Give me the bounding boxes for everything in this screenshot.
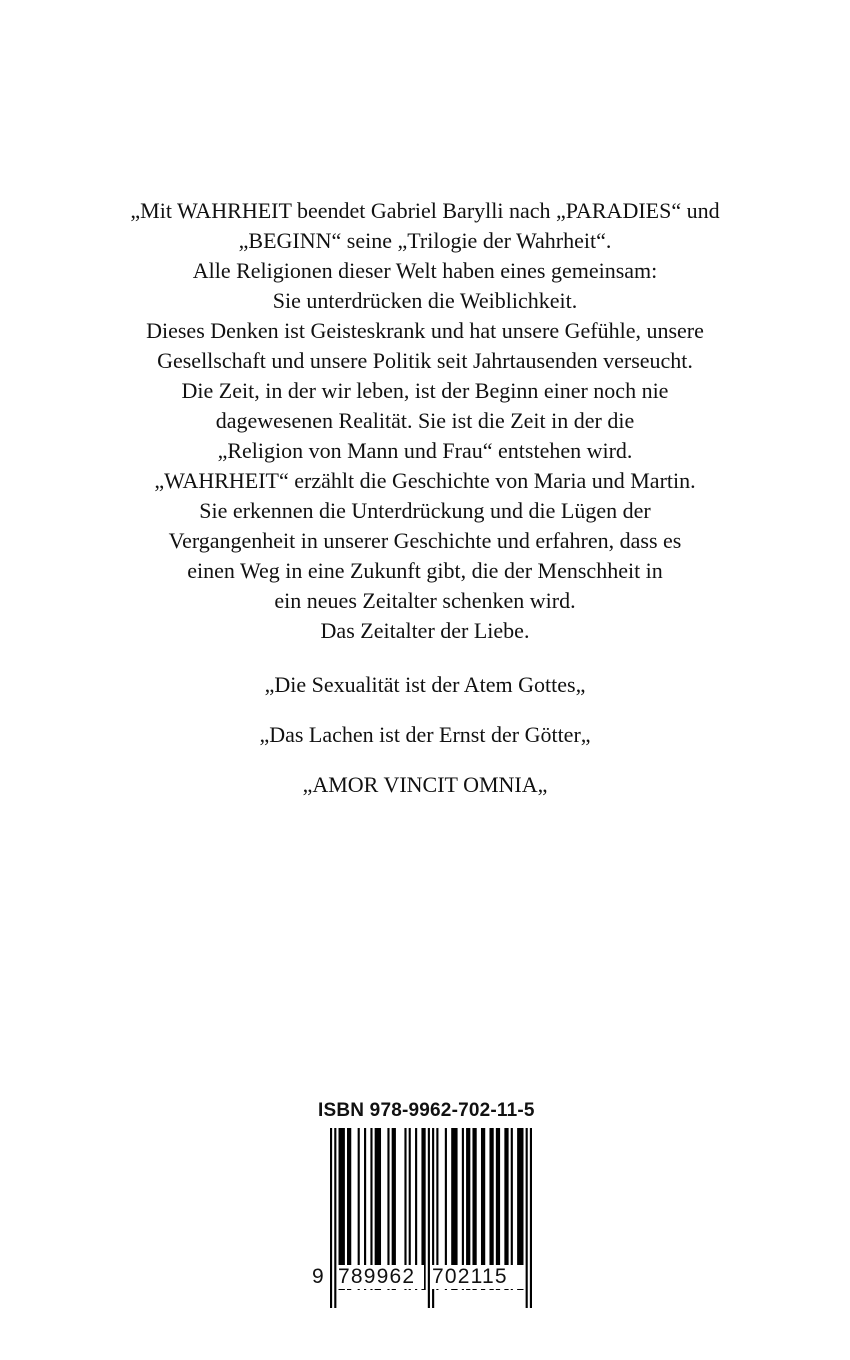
barcode-left-digits: 789962 [338,1265,424,1289]
blurb-line: „Mit WAHRHEIT beendet Gabriel Barylli nach „PARADIES“ und [130,198,720,223]
blurb-line: Sie erkennen die Unterdrückung und die Lügen der [199,498,651,523]
blurb-line: Dieses Denken ist Geisteskrank und hat unsere Gefühle, unsere [146,318,704,343]
barcode-right-digits: 702115 [432,1265,524,1289]
blurb-line: Sie unterdrücken die Weiblichkeit. [272,288,578,313]
isbn-label: ISBN 978-9962-702-11-5 [318,1100,535,1121]
barcode-lead-digit: 9 [312,1265,324,1288]
blurb-line: ein neues Zeitalter schenken wird. [274,588,576,613]
blurb-line: „BEGINN“ seine „Trilogie der Wahrheit“. [238,228,612,253]
barcode-guard-bar [530,1128,532,1308]
blurb-line: Alle Religionen dieser Welt haben eines gemeinsam: [192,258,658,283]
blurb-line: einen Weg in eine Zukunft gibt, die der Menschheit in [187,558,663,583]
quote-laughter: „Das Lachen ist der Ernst der Götter„ [259,722,591,747]
barcode-guard-bar [330,1128,332,1308]
blurb-line: Die Zeit, in der wir leben, ist der Beginn einer noch nie [181,378,669,403]
barcode-guard-bar [526,1128,528,1308]
quote-amor-vincit-omnia: „AMOR VINCIT OMNIA„ [302,772,548,797]
blurb-line: Gesellschaft und unsere Politik seit Jahrtausenden verseucht. [157,348,693,373]
blurb-line: „WAHRHEIT“ erzählt die Geschichte von Maria und Martin. [154,468,696,493]
back-cover-blurb [0,196,850,646]
blurb-line: Vergangenheit in unserer Geschichte und erfahren, dass es [168,528,682,553]
barcode-guard-bar [428,1128,430,1308]
blurb-line: dagewesenen Realität. Sie ist die Zeit in der die [215,408,635,433]
quote-sexuality: „Die Sexualität ist der Atem Gottes„ [264,672,586,697]
blurb-line: „Religion von Mann und Frau“ entstehen wird. [217,438,633,463]
blurb-line: Das Zeitalter der Liebe. [320,618,530,643]
quotes-block [0,670,850,820]
barcode-guard-bar [334,1128,336,1308]
